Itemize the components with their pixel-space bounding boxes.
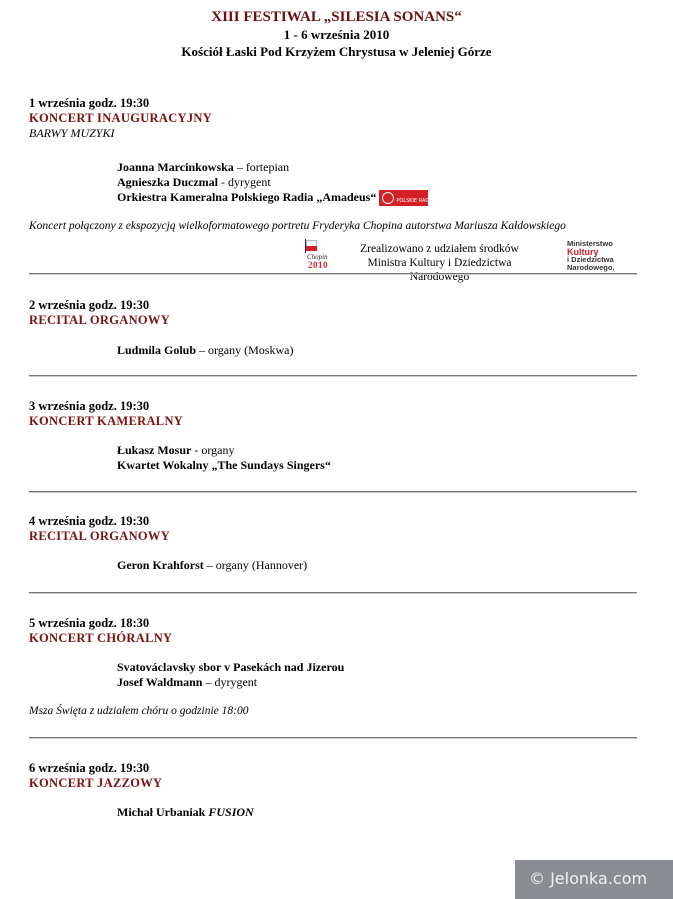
event-1 — [29, 96, 649, 234]
performer-name: Agnieszka Duczmal — [117, 175, 218, 189]
chopin-logo-year: 2010 — [308, 260, 328, 270]
chopin-logo-label: Chopin — [307, 253, 328, 261]
section-divider — [29, 592, 637, 593]
performer — [117, 558, 649, 573]
radio-ring-icon — [382, 192, 394, 204]
performer-extra: FUSION — [208, 805, 254, 819]
event-date: 4 września godz. 19:30 — [29, 514, 150, 528]
event-2 — [29, 298, 649, 358]
sponsor-line-1: Zrealizowano z udziałem środków — [360, 243, 519, 255]
event-title: KONCERT CHÓRALNY — [29, 631, 173, 645]
festival-venue: Kościół Łaski Pod Krzyżem Chrystusa w Jeleniej Górze — [181, 44, 492, 59]
event-title: RECITAL ORGANOWY — [29, 313, 171, 327]
event-subtitle: BARWY MUZYKI — [29, 126, 115, 140]
performer — [117, 343, 649, 358]
event-title: RECITAL ORGANOWY — [29, 529, 171, 543]
section-divider — [29, 491, 637, 492]
sponsor-text — [337, 242, 542, 284]
event-6 — [29, 761, 649, 820]
performer-name: Joanna Marcinkowska — [117, 160, 234, 174]
performer — [117, 458, 649, 473]
event-title: KONCERT KAMERALNY — [29, 414, 184, 428]
event-4 — [29, 514, 649, 573]
event-date: 2 września godz. 19:30 — [29, 298, 150, 312]
performer-name: Łukasz Mosur — [117, 443, 192, 457]
performer — [117, 190, 649, 206]
watermark-text: © Jelonka.com — [529, 869, 648, 888]
ministry-line-4: Narodowego. — [567, 263, 615, 272]
event-3 — [29, 399, 649, 473]
event-title: KONCERT INAUGURACYJNY — [29, 111, 213, 125]
event-date: 5 września godz. 18:30 — [29, 616, 150, 630]
performer-name: Orkiestra Kameralna Polskiego Radia „Amadeus“ — [117, 190, 377, 204]
ministry-logo — [567, 240, 615, 272]
performer-role: - organy — [191, 443, 235, 457]
performer-role: – organy (Hannover) — [203, 558, 308, 572]
performer — [117, 175, 649, 190]
performer — [117, 660, 649, 675]
event-note: Koncert połączony z ekspozycją wielkoformatowego portretu Fryderyka Chopina autorstwa Mariusza Kałdowskiego — [29, 220, 566, 233]
performer — [117, 675, 649, 690]
event-5 — [29, 616, 649, 719]
event-date: 3 września godz. 19:30 — [29, 399, 150, 413]
sponsor-block — [303, 236, 643, 283]
chopin-2010-logo — [303, 236, 333, 270]
performer — [117, 443, 649, 458]
performer — [117, 805, 649, 820]
performer-role: - dyrygent — [218, 175, 271, 189]
ministry-line-2: Kultury — [567, 247, 599, 257]
event-date: 6 września godz. 19:30 — [29, 761, 150, 775]
section-divider — [29, 273, 637, 274]
watermark — [515, 860, 673, 899]
event-title: KONCERT JAZZOWY — [29, 776, 163, 790]
radio-logo-text: POLSKIE RADIO — [396, 198, 435, 205]
ministry-line-3: i Dziedzictwa — [567, 255, 614, 264]
performer-name: Svatováclavsky sbor v Pasekách nad Jizerou — [117, 660, 345, 674]
festival-dates: 1 - 6 września 2010 — [283, 27, 390, 42]
performer-name: Josef Waldmann — [117, 675, 203, 689]
performer-role: – fortepian — [233, 160, 290, 174]
polskie-radio-logo — [379, 190, 435, 206]
performer-name: Geron Krahforst — [117, 558, 204, 572]
performer-name: Ludmila Golub — [117, 343, 197, 357]
section-divider — [29, 737, 637, 738]
section-divider — [29, 375, 637, 376]
performer — [117, 160, 649, 175]
document-header — [0, 8, 673, 60]
ministry-line-1: Ministerstwo — [567, 239, 613, 248]
festival-title: XIII FESTIWAL „SILESIA SONANS“ — [211, 9, 462, 25]
performer-role: – dyrygent — [202, 675, 258, 689]
performer-name: Kwartet Wokalny „The Sundays Singers“ — [117, 458, 331, 472]
event-date: 1 września godz. 19:30 — [29, 96, 150, 110]
performer-name: Michał Urbaniak — [117, 805, 206, 819]
performer-role: – organy (Moskwa) — [196, 343, 294, 357]
event-note: Msza Święta z udziałem chóru o godzinie 18:00 — [29, 705, 249, 717]
sponsor-line-2: Ministra Kultury i Dziedzictwa Narodowego — [367, 257, 512, 283]
flag-red-icon — [306, 246, 317, 251]
